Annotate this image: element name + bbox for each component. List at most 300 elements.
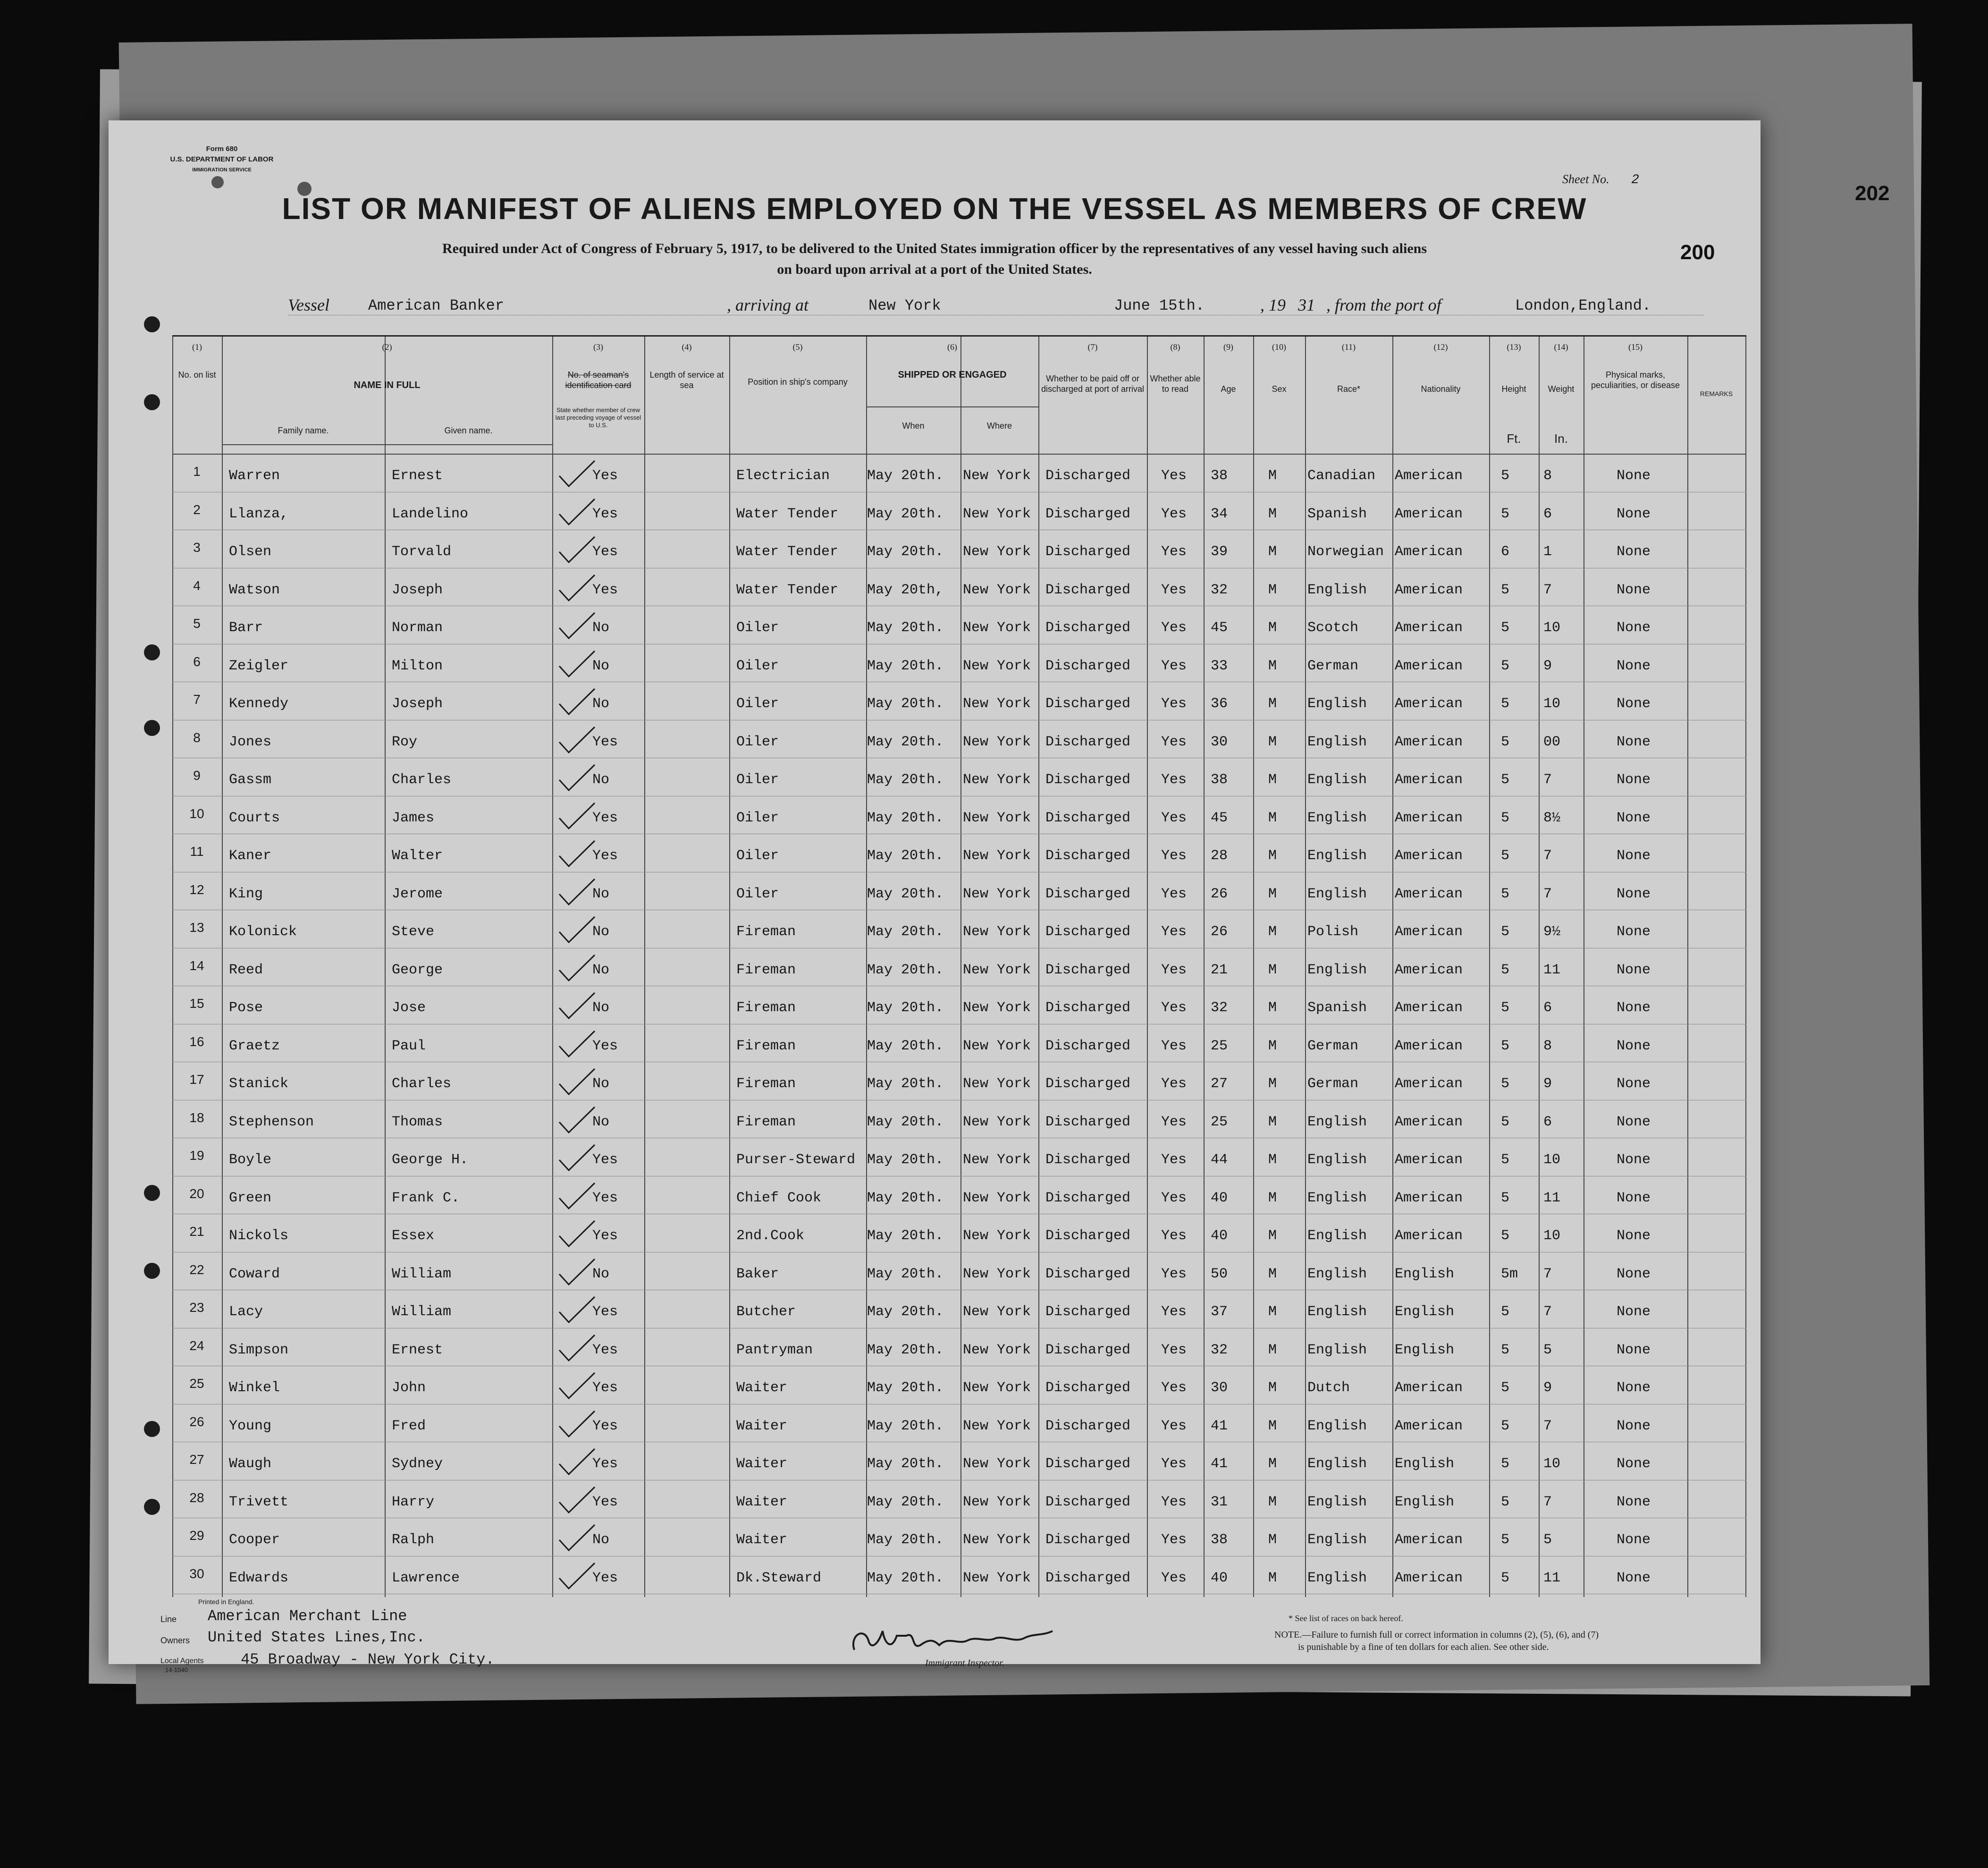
check-mark-icon	[555, 1027, 597, 1060]
cell-inch: 6	[1543, 1000, 1552, 1016]
cell-family: King	[229, 886, 263, 902]
cell-when: May 20th.	[867, 1494, 944, 1510]
col-num-12: (12)	[1433, 342, 1448, 352]
cell-race: English	[1307, 582, 1367, 598]
cell-prev: Yes	[592, 1418, 618, 1434]
cell-prev: No	[592, 620, 610, 636]
cell-race: English	[1307, 810, 1367, 826]
form-number: Form 680	[206, 145, 238, 153]
cell-marks: None	[1617, 1380, 1651, 1396]
check-mark-icon	[555, 799, 597, 832]
punch-hole	[144, 1499, 160, 1515]
arriving-label: , arriving at	[727, 296, 809, 314]
cell-where: New York	[963, 1114, 1031, 1130]
table-row	[172, 1101, 1746, 1139]
check-mark-icon	[555, 1369, 597, 1402]
cell-sex: M	[1268, 772, 1277, 788]
cell-ft: 5	[1501, 1342, 1510, 1358]
cell-sex: M	[1268, 1380, 1277, 1396]
cell-nat: English	[1395, 1456, 1455, 1472]
check-mark-icon	[555, 1179, 597, 1212]
cell-read: Yes	[1161, 1532, 1187, 1548]
table-row	[172, 683, 1746, 721]
cell-when: May 20th,	[867, 582, 944, 598]
cell-pos: Dk.Steward	[736, 1570, 822, 1586]
cell-when: May 20th.	[867, 1152, 944, 1168]
cell-race: German	[1307, 658, 1359, 674]
cell-where: New York	[963, 658, 1031, 674]
cell-pos: Water Tender	[736, 544, 839, 560]
table-row	[172, 1329, 1746, 1367]
cell-ft: 5	[1501, 1038, 1510, 1054]
cell-age: 33	[1211, 658, 1228, 674]
cell-race: Spanish	[1307, 506, 1367, 522]
cell-read: Yes	[1161, 582, 1187, 598]
cell-race: English	[1307, 1266, 1367, 1282]
cell-pos: Fireman	[736, 962, 796, 978]
table-row	[172, 1063, 1746, 1101]
cell-given: Jerome	[392, 886, 443, 902]
cell-age: 40	[1211, 1570, 1228, 1586]
table-row	[172, 987, 1746, 1025]
cell-nat: American	[1395, 848, 1463, 864]
cell-ft: 5	[1501, 1532, 1510, 1548]
row-number: 30	[189, 1566, 204, 1581]
cell-age: 30	[1211, 734, 1228, 750]
cell-ft: 5	[1501, 658, 1510, 674]
row-number: 27	[189, 1452, 204, 1467]
header-id-card-note: State whether member of crew last preceding voyage of vessel to U.S.	[555, 406, 641, 429]
cell-pos: Fireman	[736, 1076, 796, 1092]
cell-where: New York	[963, 1266, 1031, 1282]
cell-read: Yes	[1161, 1038, 1187, 1054]
cell-family: Winkel	[229, 1380, 280, 1396]
cell-marks: None	[1617, 734, 1651, 750]
cell-marks: None	[1617, 1494, 1651, 1510]
cell-given: Ernest	[392, 468, 443, 484]
cell-inch: 5	[1543, 1342, 1552, 1358]
table-row	[172, 569, 1746, 607]
col-num-9: (9)	[1223, 342, 1233, 352]
cell-age: 50	[1211, 1266, 1228, 1282]
row-number: 18	[189, 1110, 204, 1125]
cell-family: Boyle	[229, 1152, 272, 1168]
col-num-1: (1)	[192, 342, 202, 352]
cell-age: 25	[1211, 1038, 1228, 1054]
cell-family: Trivett	[229, 1494, 289, 1510]
header-physical: Physical marks, peculiarities, or disease	[1591, 370, 1680, 390]
cell-pos: Purser-Steward	[736, 1152, 856, 1168]
cell-race: English	[1307, 1190, 1367, 1206]
cell-pos: Baker	[736, 1266, 779, 1282]
table-row	[172, 759, 1746, 797]
cell-race: English	[1307, 772, 1367, 788]
form-header	[151, 144, 293, 175]
cell-when: May 20th.	[867, 734, 944, 750]
header-name-in-full: NAME IN FULL	[354, 380, 421, 390]
cell-ft: 5	[1501, 1494, 1510, 1510]
cell-age: 34	[1211, 506, 1228, 522]
cell-nat: American	[1395, 506, 1463, 522]
table-row	[172, 911, 1746, 949]
col-num-4: (4)	[682, 342, 692, 352]
department-name: U.S. DEPARTMENT OF LABOR	[170, 155, 274, 163]
table-row	[172, 1139, 1746, 1177]
cell-pos: Oiler	[736, 810, 779, 826]
check-mark-icon	[555, 951, 597, 984]
cell-family: Courts	[229, 810, 280, 826]
header-sex: Sex	[1272, 384, 1287, 394]
cell-pos: Oiler	[736, 658, 779, 674]
cell-family: Kennedy	[229, 696, 289, 712]
cell-paid: Discharged	[1045, 772, 1131, 788]
cell-paid: Discharged	[1045, 658, 1131, 674]
row-number: 10	[189, 806, 204, 821]
row-number: 13	[189, 920, 204, 935]
cell-when: May 20th.	[867, 886, 944, 902]
cell-sex: M	[1268, 886, 1277, 902]
cell-sex: M	[1268, 658, 1277, 674]
cell-where: New York	[963, 886, 1031, 902]
sheet-number: Sheet No. 2	[1562, 172, 1639, 187]
cell-pos: Oiler	[736, 734, 779, 750]
row-number: 5	[193, 616, 201, 631]
cell-ft: 5	[1501, 468, 1510, 484]
inspector-label: Immigrant Inspector.	[925, 1658, 1004, 1668]
table-row	[172, 1405, 1746, 1443]
cell-family: Stanick	[229, 1076, 289, 1092]
cell-nat: American	[1395, 1000, 1463, 1016]
cell-paid: Discharged	[1045, 696, 1131, 712]
check-mark-icon	[555, 723, 597, 756]
cell-ft: 5	[1501, 1570, 1510, 1586]
cell-ft: 5	[1501, 582, 1510, 598]
cell-family: Llanza,	[229, 506, 289, 522]
cell-read: Yes	[1161, 1190, 1187, 1206]
cell-prev: Yes	[592, 544, 618, 560]
cell-where: New York	[963, 696, 1031, 712]
header-id-card: No. of seaman's identification card	[565, 370, 632, 390]
cell-marks: None	[1617, 582, 1651, 598]
cell-paid: Discharged	[1045, 468, 1131, 484]
table-row	[172, 835, 1746, 873]
table-row	[172, 873, 1746, 911]
cell-nat: American	[1395, 924, 1463, 940]
row-number: 6	[193, 654, 201, 669]
cell-inch: 9	[1543, 1076, 1552, 1092]
year-label: , 19	[1260, 296, 1286, 314]
cell-prev: Yes	[592, 1152, 618, 1168]
cell-read: Yes	[1161, 810, 1187, 826]
cell-paid: Discharged	[1045, 886, 1131, 902]
cell-sex: M	[1268, 1152, 1277, 1168]
cell-read: Yes	[1161, 696, 1187, 712]
cell-prev: Yes	[592, 1570, 618, 1586]
cell-ft: 5	[1501, 810, 1510, 826]
cell-paid: Discharged	[1045, 1304, 1131, 1320]
cell-sex: M	[1268, 1266, 1277, 1282]
cell-prev: Yes	[592, 468, 618, 484]
row-number: 4	[193, 578, 201, 593]
cell-given: Milton	[392, 658, 443, 674]
cell-read: Yes	[1161, 1380, 1187, 1396]
table-row	[172, 493, 1746, 531]
cell-where: New York	[963, 772, 1031, 788]
table-row	[172, 531, 1746, 569]
cell-race: Norwegian	[1307, 544, 1384, 560]
cell-when: May 20th.	[867, 924, 944, 940]
cell-paid: Discharged	[1045, 924, 1131, 940]
punch-hole	[144, 1263, 160, 1279]
cell-read: Yes	[1161, 848, 1187, 864]
cell-given: Joseph	[392, 696, 443, 712]
cell-read: Yes	[1161, 1570, 1187, 1586]
cell-when: May 20th.	[867, 658, 944, 674]
cell-nat: English	[1395, 1342, 1455, 1358]
cell-ft: 5	[1501, 1114, 1510, 1130]
cell-family: Reed	[229, 962, 263, 978]
check-mark-icon	[555, 1559, 597, 1592]
cell-read: Yes	[1161, 468, 1187, 484]
table-row	[172, 1177, 1746, 1215]
cell-marks: None	[1617, 506, 1651, 522]
cell-given: Landelino	[392, 506, 469, 522]
cell-given: Charles	[392, 772, 452, 788]
col-num-8: (8)	[1170, 342, 1180, 352]
header-no-on-list: No. on list	[178, 370, 216, 380]
header-height: Height	[1501, 384, 1526, 394]
cell-when: May 20th.	[867, 1456, 944, 1472]
row-number: 7	[193, 692, 201, 707]
table-row	[172, 455, 1746, 493]
col-num-3: (3)	[593, 342, 603, 352]
check-mark-icon	[555, 1521, 597, 1554]
row-number: 2	[193, 502, 201, 517]
cell-paid: Discharged	[1045, 506, 1131, 522]
cell-marks: None	[1617, 1228, 1651, 1244]
cell-nat: American	[1395, 1570, 1463, 1586]
cell-pos: Butcher	[736, 1304, 796, 1320]
cell-nat: American	[1395, 1190, 1463, 1206]
cell-age: 40	[1211, 1228, 1228, 1244]
cell-age: 32	[1211, 582, 1228, 598]
cell-inch: 10	[1543, 1228, 1561, 1244]
cell-ft: 5	[1501, 1304, 1510, 1320]
row-number: 9	[193, 768, 201, 783]
cell-ft: 5	[1501, 886, 1510, 902]
cell-inch: 7	[1543, 1304, 1552, 1320]
cell-ft: 5	[1501, 1076, 1510, 1092]
cell-nat: American	[1395, 1038, 1463, 1054]
line-value: American Merchant Line	[208, 1607, 407, 1625]
arrival-date: June 15th.	[1114, 297, 1205, 314]
cell-family: Kaner	[229, 848, 272, 864]
cell-pos: Waiter	[736, 1532, 788, 1548]
check-mark-icon	[555, 495, 597, 528]
owners-label: Owners	[160, 1636, 190, 1645]
cell-nat: American	[1395, 544, 1463, 560]
cell-prev: Yes	[592, 582, 618, 598]
cell-where: New York	[963, 1076, 1031, 1092]
cell-marks: None	[1617, 1152, 1651, 1168]
cell-read: Yes	[1161, 506, 1187, 522]
cell-race: English	[1307, 962, 1367, 978]
cell-prev: No	[592, 1532, 610, 1548]
cell-read: Yes	[1161, 1494, 1187, 1510]
cell-paid: Discharged	[1045, 1076, 1131, 1092]
col-num-13: (13)	[1507, 342, 1521, 352]
header-divider	[222, 444, 552, 445]
cell-marks: None	[1617, 810, 1651, 826]
cell-where: New York	[963, 1038, 1031, 1054]
cell-inch: 10	[1543, 1456, 1561, 1472]
manifest-page	[109, 120, 1890, 1674]
row-number: 25	[189, 1376, 204, 1391]
cell-sex: M	[1268, 468, 1277, 484]
agents-value: 45 Broadway - New York City.	[241, 1651, 495, 1668]
cell-where: New York	[963, 582, 1031, 598]
year-value: 31	[1298, 296, 1315, 314]
cell-when: May 20th.	[867, 1038, 944, 1054]
cell-inch: 6	[1543, 1114, 1552, 1130]
cell-sex: M	[1268, 1304, 1277, 1320]
table-row	[172, 1481, 1746, 1519]
cell-paid: Discharged	[1045, 810, 1131, 826]
cell-given: James	[392, 810, 435, 826]
cell-pos: 2nd.Cook	[736, 1228, 805, 1244]
check-mark-icon	[555, 457, 597, 490]
cell-ft: 5	[1501, 734, 1510, 750]
cell-inch: 8	[1543, 1038, 1552, 1054]
cell-marks: None	[1617, 1304, 1651, 1320]
punch-hole	[144, 316, 160, 332]
cell-given: Essex	[392, 1228, 435, 1244]
cell-prev: No	[592, 1076, 610, 1092]
col-num-10: (10)	[1272, 342, 1286, 352]
row-number: 29	[189, 1528, 204, 1543]
cell-race: English	[1307, 1456, 1367, 1472]
cell-inch: 8	[1543, 468, 1552, 484]
cell-race: Canadian	[1307, 468, 1376, 484]
cell-inch: 7	[1543, 1494, 1552, 1510]
cell-pos: Water Tender	[736, 582, 839, 598]
cell-family: Olsen	[229, 544, 272, 560]
cell-prev: Yes	[592, 810, 618, 826]
cell-given: Walter	[392, 848, 443, 864]
cell-marks: None	[1617, 1076, 1651, 1092]
cell-nat: American	[1395, 1418, 1463, 1434]
cell-given: Joseph	[392, 582, 443, 598]
table-row	[172, 607, 1746, 645]
cell-nat: American	[1395, 962, 1463, 978]
cell-race: Spanish	[1307, 1000, 1367, 1016]
cell-sex: M	[1268, 1114, 1277, 1130]
cell-where: New York	[963, 1570, 1031, 1586]
table-row	[172, 1291, 1746, 1329]
cell-when: May 20th.	[867, 810, 944, 826]
agents-label: Local Agents	[160, 1657, 204, 1665]
cell-paid: Discharged	[1045, 1570, 1131, 1586]
crew-table	[172, 335, 1746, 1597]
cell-marks: None	[1617, 544, 1651, 560]
cell-sex: M	[1268, 1570, 1277, 1586]
cell-when: May 20th.	[867, 468, 944, 484]
cell-given: Thomas	[392, 1114, 443, 1130]
cell-pos: Water Tender	[736, 506, 839, 522]
check-mark-icon	[555, 913, 597, 946]
cell-marks: None	[1617, 1570, 1651, 1586]
service-name: IMMIGRATION SERVICE	[192, 167, 252, 173]
cell-age: 36	[1211, 696, 1228, 712]
cell-where: New York	[963, 1228, 1031, 1244]
cell-age: 30	[1211, 1380, 1228, 1396]
cell-family: Cooper	[229, 1532, 280, 1548]
cell-sex: M	[1268, 582, 1277, 598]
cell-race: English	[1307, 1114, 1367, 1130]
row-number: 11	[190, 844, 204, 859]
check-mark-icon	[555, 1141, 597, 1174]
cell-where: New York	[963, 1152, 1031, 1168]
cell-pos: Oiler	[736, 620, 779, 636]
table-row	[172, 1519, 1746, 1557]
cell-read: Yes	[1161, 1266, 1187, 1282]
cell-ft: 5m	[1501, 1266, 1518, 1282]
cell-when: May 20th.	[867, 1114, 944, 1130]
cell-pos: Oiler	[736, 772, 779, 788]
cell-when: May 20th.	[867, 1228, 944, 1244]
cell-age: 21	[1211, 962, 1228, 978]
cell-pos: Waiter	[736, 1456, 788, 1472]
table-row	[172, 1443, 1746, 1481]
cell-age: 40	[1211, 1190, 1228, 1206]
vessel-name: American Banker	[368, 297, 505, 314]
cell-sex: M	[1268, 1494, 1277, 1510]
cell-prev: Yes	[592, 1456, 618, 1472]
cell-inch: 11	[1543, 1570, 1561, 1586]
cell-where: New York	[963, 1380, 1031, 1396]
cell-inch: 6	[1543, 506, 1552, 522]
cell-given: Steve	[392, 924, 435, 940]
check-mark-icon	[555, 1483, 597, 1516]
cell-age: 27	[1211, 1076, 1228, 1092]
cell-pos: Fireman	[736, 1114, 796, 1130]
cell-when: May 20th.	[867, 544, 944, 560]
cell-ft: 5	[1501, 848, 1510, 864]
cell-when: May 20th.	[867, 1304, 944, 1320]
cell-family: Barr	[229, 620, 263, 636]
cell-nat: American	[1395, 658, 1463, 674]
cell-inch: 5	[1543, 1532, 1552, 1548]
from-port: London,England.	[1515, 297, 1651, 314]
header-when: When	[902, 421, 925, 431]
check-mark-icon	[555, 1103, 597, 1136]
cell-pos: Waiter	[736, 1380, 788, 1396]
cell-when: May 20th.	[867, 962, 944, 978]
cell-family: Zeigler	[229, 658, 289, 674]
cell-marks: None	[1617, 1190, 1651, 1206]
row-number: 21	[189, 1224, 204, 1239]
cell-read: Yes	[1161, 620, 1187, 636]
cell-where: New York	[963, 506, 1031, 522]
header-position: Position in ship's company	[748, 377, 848, 387]
table-row	[172, 797, 1746, 835]
cell-age: 32	[1211, 1342, 1228, 1358]
cell-family: Gassm	[229, 772, 272, 788]
header-shipped: SHIPPED OR ENGAGED	[898, 370, 1007, 380]
cell-where: New York	[963, 1418, 1031, 1434]
cell-ft: 5	[1501, 1190, 1510, 1206]
cell-marks: None	[1617, 1000, 1651, 1016]
